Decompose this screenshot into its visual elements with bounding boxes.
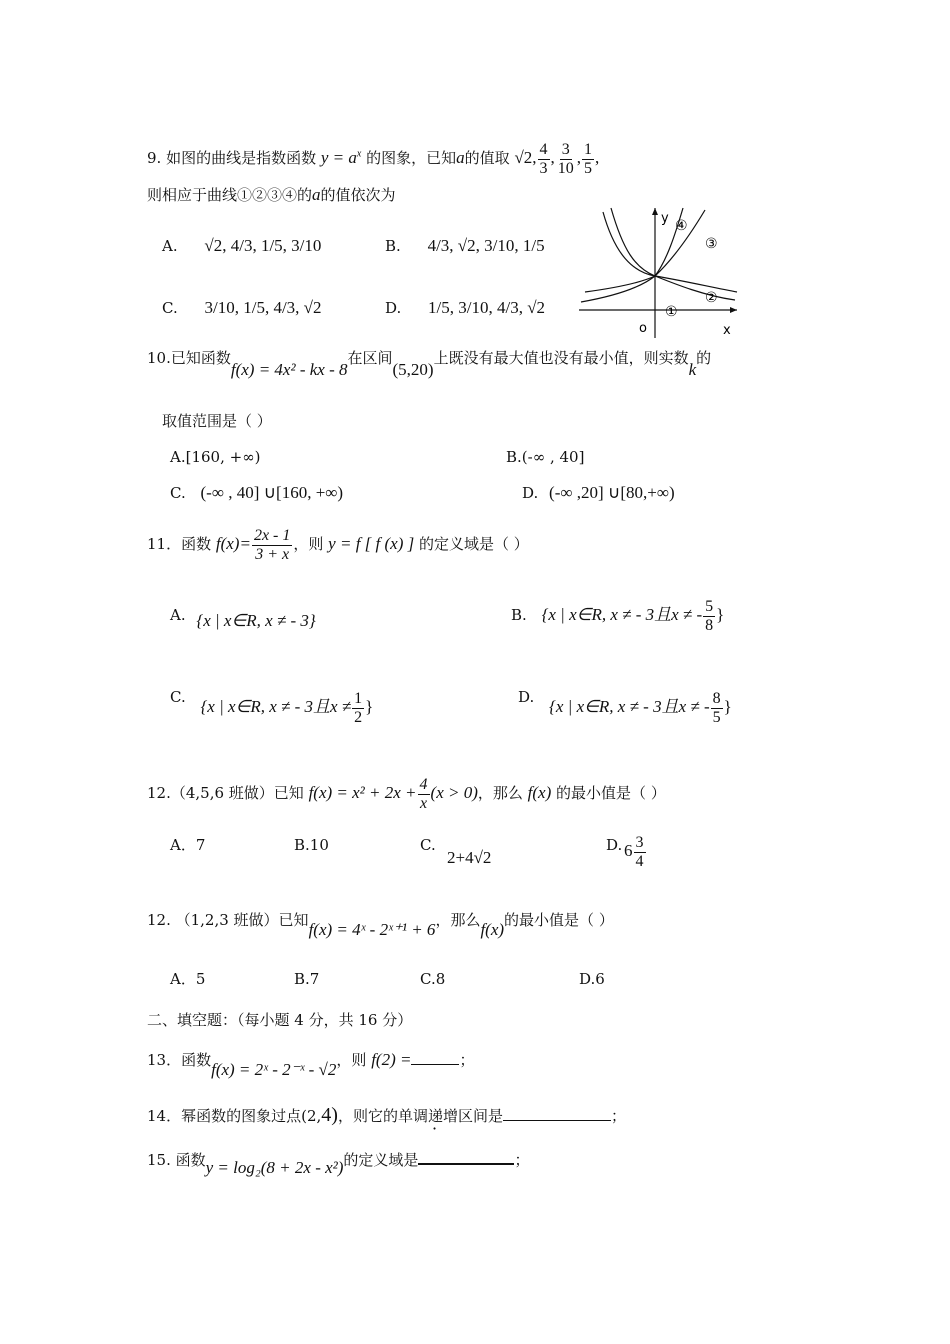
q9-frac3 — [582, 141, 594, 177]
q10-tail2: 的 — [696, 349, 712, 367]
q9-option-d-label: D. — [385, 299, 402, 317]
q11-option-a[interactable] — [170, 605, 316, 630]
q13-ask: f(2) = — [371, 1050, 412, 1069]
q14-line — [147, 1103, 626, 1127]
q9-option-c-label: C. — [162, 299, 178, 317]
q9-formula-exp: x — [356, 148, 362, 160]
q12a-option-d-num: 3 — [635, 834, 644, 851]
q11-option-d-value: {x | x∈R, x ≠ - 3且x ≠ - — [549, 697, 710, 717]
q11-line1 — [147, 527, 529, 563]
q10-option-c-label: C. — [170, 484, 186, 502]
curve-4-label: ④ — [675, 218, 688, 234]
q10-option-c[interactable] — [170, 483, 343, 503]
q13-mid: ，则 — [336, 1051, 367, 1069]
q11-frac-num: 2x - 1 — [253, 527, 291, 544]
q13-func: f(x) = 2ˣ - 2⁻ˣ - √2 — [211, 1060, 337, 1079]
x-axis-arrow — [730, 307, 737, 313]
q12a-option-d-whole: 6 — [624, 841, 633, 861]
q14-answer-blank[interactable] — [503, 1120, 611, 1121]
q12a-option-d-label: D. — [606, 836, 623, 854]
q9-line2-tail: 的值依次为 — [320, 186, 396, 204]
q12a-option-a[interactable]: A．7 — [170, 836, 206, 854]
q9-frac1-den: 3 — [539, 159, 548, 177]
exponential-curves-figure — [575, 200, 745, 340]
q14-point: 4) — [321, 1104, 338, 1126]
q12b-fx: f(x) — [480, 920, 505, 939]
q11-option-b-value: {x | x∈R, x ≠ - 3且x ≠ - — [541, 605, 703, 625]
q12a-mid: ，那么 — [477, 784, 523, 803]
q10-option-d-label: D. — [522, 484, 539, 502]
q12a-option-b[interactable]: B.10 — [294, 836, 329, 854]
q9-frac1 — [538, 141, 550, 177]
q11-tail: 的定义域是（ ） — [419, 535, 529, 554]
q15-end: ； — [514, 1151, 530, 1169]
q9-option-b-value: 4/3, √2, 3/10, 1/5 — [427, 236, 545, 255]
curve-2 — [611, 208, 735, 300]
q14-emphasis: 递增 — [427, 1107, 458, 1125]
q9-frac3-num: 1 — [584, 141, 593, 158]
q9-text-c: 的值取 — [464, 149, 510, 168]
q12a-lead: 12.（4,5,6 班做）已知 — [147, 784, 304, 803]
q9-frac2-den: 10 — [557, 159, 574, 177]
q11-option-c-num: 1 — [354, 690, 363, 707]
q13-answer-blank[interactable] — [411, 1064, 459, 1065]
q11-option-c-value: {x | x∈R, x ≠ - 3且x ≠ — [200, 697, 352, 717]
q11-composition: y = f [ f (x) ] — [328, 534, 415, 554]
q11-option-b-num: 5 — [705, 598, 714, 615]
q9-frac3-den: 5 — [584, 159, 593, 177]
q12b-line1 — [147, 910, 614, 939]
q12a-option-c-label: C. — [420, 836, 436, 854]
q11-option-d-label: D. — [518, 688, 535, 707]
q11-option-d-frac — [711, 690, 723, 726]
q9-option-d[interactable] — [385, 298, 545, 318]
q9-var-a: a — [456, 148, 465, 168]
q11-option-d-den: 5 — [712, 708, 721, 726]
q12a-frac-num: 4 — [419, 776, 428, 793]
q10-func: f(x) = 4x² - kx - 8 — [230, 360, 348, 379]
q12b-lead: 12. （1,2,3 班做）已知 — [147, 911, 309, 929]
graph-y-label: y — [661, 211, 669, 226]
q11-fx: f(x)= — [215, 534, 251, 554]
q9-option-a-value: √2, 4/3, 1/5, 3/10 — [204, 236, 322, 255]
q15-answer-blank[interactable] — [418, 1163, 514, 1165]
q12a-option-d-value — [624, 834, 647, 870]
q12b-option-b[interactable]: B.7 — [294, 970, 320, 988]
q11-option-c-den: 2 — [354, 708, 363, 726]
q12a-option-d[interactable] — [606, 836, 622, 854]
q9-option-d-value: 1/5, 3/10, 4/3, √2 — [428, 298, 546, 317]
curve-1 — [603, 212, 737, 292]
graph-x-label: x — [723, 323, 731, 338]
q15-lead: 15. 函数 — [147, 1151, 206, 1169]
q10-option-d[interactable] — [522, 483, 675, 503]
q9-line2-var: a — [312, 185, 321, 204]
q11-option-c-frac — [352, 690, 364, 726]
q11-lead: 11．函数 — [147, 535, 212, 554]
q12a-option-d-frac — [634, 834, 646, 870]
q12b-tail: 的最小值是（ ） — [504, 911, 614, 929]
q12a-fx: f(x) — [527, 783, 552, 803]
q12a-func-domain: (x > 0) — [430, 783, 478, 803]
q15-tail: 的定义域是 — [343, 1151, 419, 1169]
q9-option-b[interactable] — [385, 236, 545, 256]
q9-text-b: 的图象，已知 — [366, 149, 457, 168]
q12b-func: f(x) = 4ˣ - 2ˣ⁺¹ + 6 — [308, 920, 436, 939]
q11-option-d[interactable] — [518, 680, 732, 726]
q11-option-b-den: 8 — [705, 616, 714, 634]
q12b-option-d[interactable]: D.6 — [579, 970, 605, 988]
q12a-frac — [418, 776, 430, 812]
q9-frac2-num: 3 — [561, 141, 570, 158]
q10-interval: (5,20) — [392, 360, 434, 379]
q15-line — [147, 1150, 530, 1177]
q12a-option-c[interactable] — [420, 836, 436, 854]
q13-end: ； — [459, 1051, 475, 1069]
q9-option-c[interactable] — [162, 298, 322, 318]
q10-tail: 上既没有最大值也没有最小值，则实数 — [433, 349, 689, 367]
q11-option-b-close: } — [716, 605, 725, 625]
q11-option-b-frac — [703, 598, 715, 634]
q13-line — [147, 1050, 475, 1079]
q12a-option-d-den: 4 — [635, 852, 644, 870]
q11-option-b-label: B. — [511, 606, 527, 625]
q11-option-a-value: {x | x∈R, x ≠ - 3} — [196, 611, 316, 630]
q11-option-d-num: 8 — [712, 690, 721, 707]
q14-end: ； — [610, 1107, 626, 1125]
q10-var-k: k — [688, 360, 697, 379]
q14-mid: ，则它的单调 — [337, 1107, 428, 1125]
q9-val-sqrt: √2, — [514, 148, 537, 168]
q12a-option-c-value: 2+4√2 — [447, 848, 492, 867]
q12b-option-a[interactable]: A．5 — [170, 970, 206, 988]
q12a-func: f(x) = x² + 2x + — [308, 783, 417, 803]
graph-origin-label: o — [639, 321, 647, 336]
q12a-line1 — [147, 776, 666, 812]
q10-mid: 在区间 — [347, 349, 393, 367]
section-2-heading: 二、填空题：（每小题 4 分，共 16 分） — [147, 1011, 413, 1029]
q9-option-a[interactable] — [162, 236, 321, 256]
q14-tail: 区间是 — [457, 1107, 503, 1125]
q11-option-a-label: A. — [170, 606, 186, 624]
q9-line1: 9. 如图的曲线是指数函数 $y = a^x$ 的图象，已知a的值取 √2, $\frac{4}{3}$ , $\frac{3}{10}$ , $\frac{1}{5}$ , — [147, 141, 600, 177]
q12b-option-c[interactable]: C.8 — [420, 970, 446, 988]
q12b-mid: ，那么 — [435, 911, 481, 929]
q10-option-c-value: (-∞ , 40] ∪[160, +∞) — [200, 483, 344, 502]
q15-func: y = log₂(8 + 2x - x²) — [205, 1158, 344, 1177]
q10-option-d-value: (-∞ ,20] ∪[80,+∞) — [549, 483, 675, 502]
q14-lead: 14．幂函数的图象过点(2, — [147, 1107, 322, 1125]
curve-2-label: ② — [705, 290, 718, 306]
curve-3-label: ③ — [705, 236, 718, 252]
q11-frac — [252, 527, 292, 563]
q11-option-c-close: } — [365, 697, 374, 717]
q9-line2 — [147, 185, 396, 205]
q9-option-c-value: 3/10, 1/5, 4/3, √2 — [204, 298, 322, 317]
q9-option-a-label: A. — [162, 237, 178, 255]
q11-option-b[interactable] — [511, 598, 724, 634]
q9-formula — [321, 148, 361, 167]
q9-frac2 — [556, 141, 576, 177]
y-axis-arrow — [652, 208, 658, 215]
q11-mid: ，则 — [293, 535, 324, 554]
q12a-frac-den: x — [419, 794, 428, 812]
curve-1-label: ① — [665, 304, 678, 320]
q10-line1 — [147, 348, 712, 379]
q9-formula-base: y = a — [320, 148, 357, 168]
q9-text-a: 9. 如图的曲线是指数函数 — [147, 149, 317, 168]
q10-line2: 取值范围是（ ） — [162, 412, 272, 430]
q12a-tail: 的最小值是（ ） — [556, 784, 666, 803]
q11-option-c[interactable] — [170, 680, 374, 726]
q11-option-c-label: C. — [170, 688, 186, 707]
q9-option-b-label: B. — [385, 237, 401, 255]
q10-option-a[interactable]: A.[160, +∞) — [170, 448, 261, 466]
q10-option-b[interactable]: B.(-∞ , 40] — [506, 448, 585, 466]
q13-lead: 13．函数 — [147, 1051, 212, 1069]
q9-frac1-num: 4 — [539, 141, 548, 158]
q9-line2-text: 则相应于曲线①②③④的 — [147, 186, 313, 204]
q11-option-d-close: } — [723, 697, 732, 717]
q11-frac-den: 3 + x — [255, 545, 290, 563]
q10-lead: 10.已知函数 — [147, 349, 231, 367]
